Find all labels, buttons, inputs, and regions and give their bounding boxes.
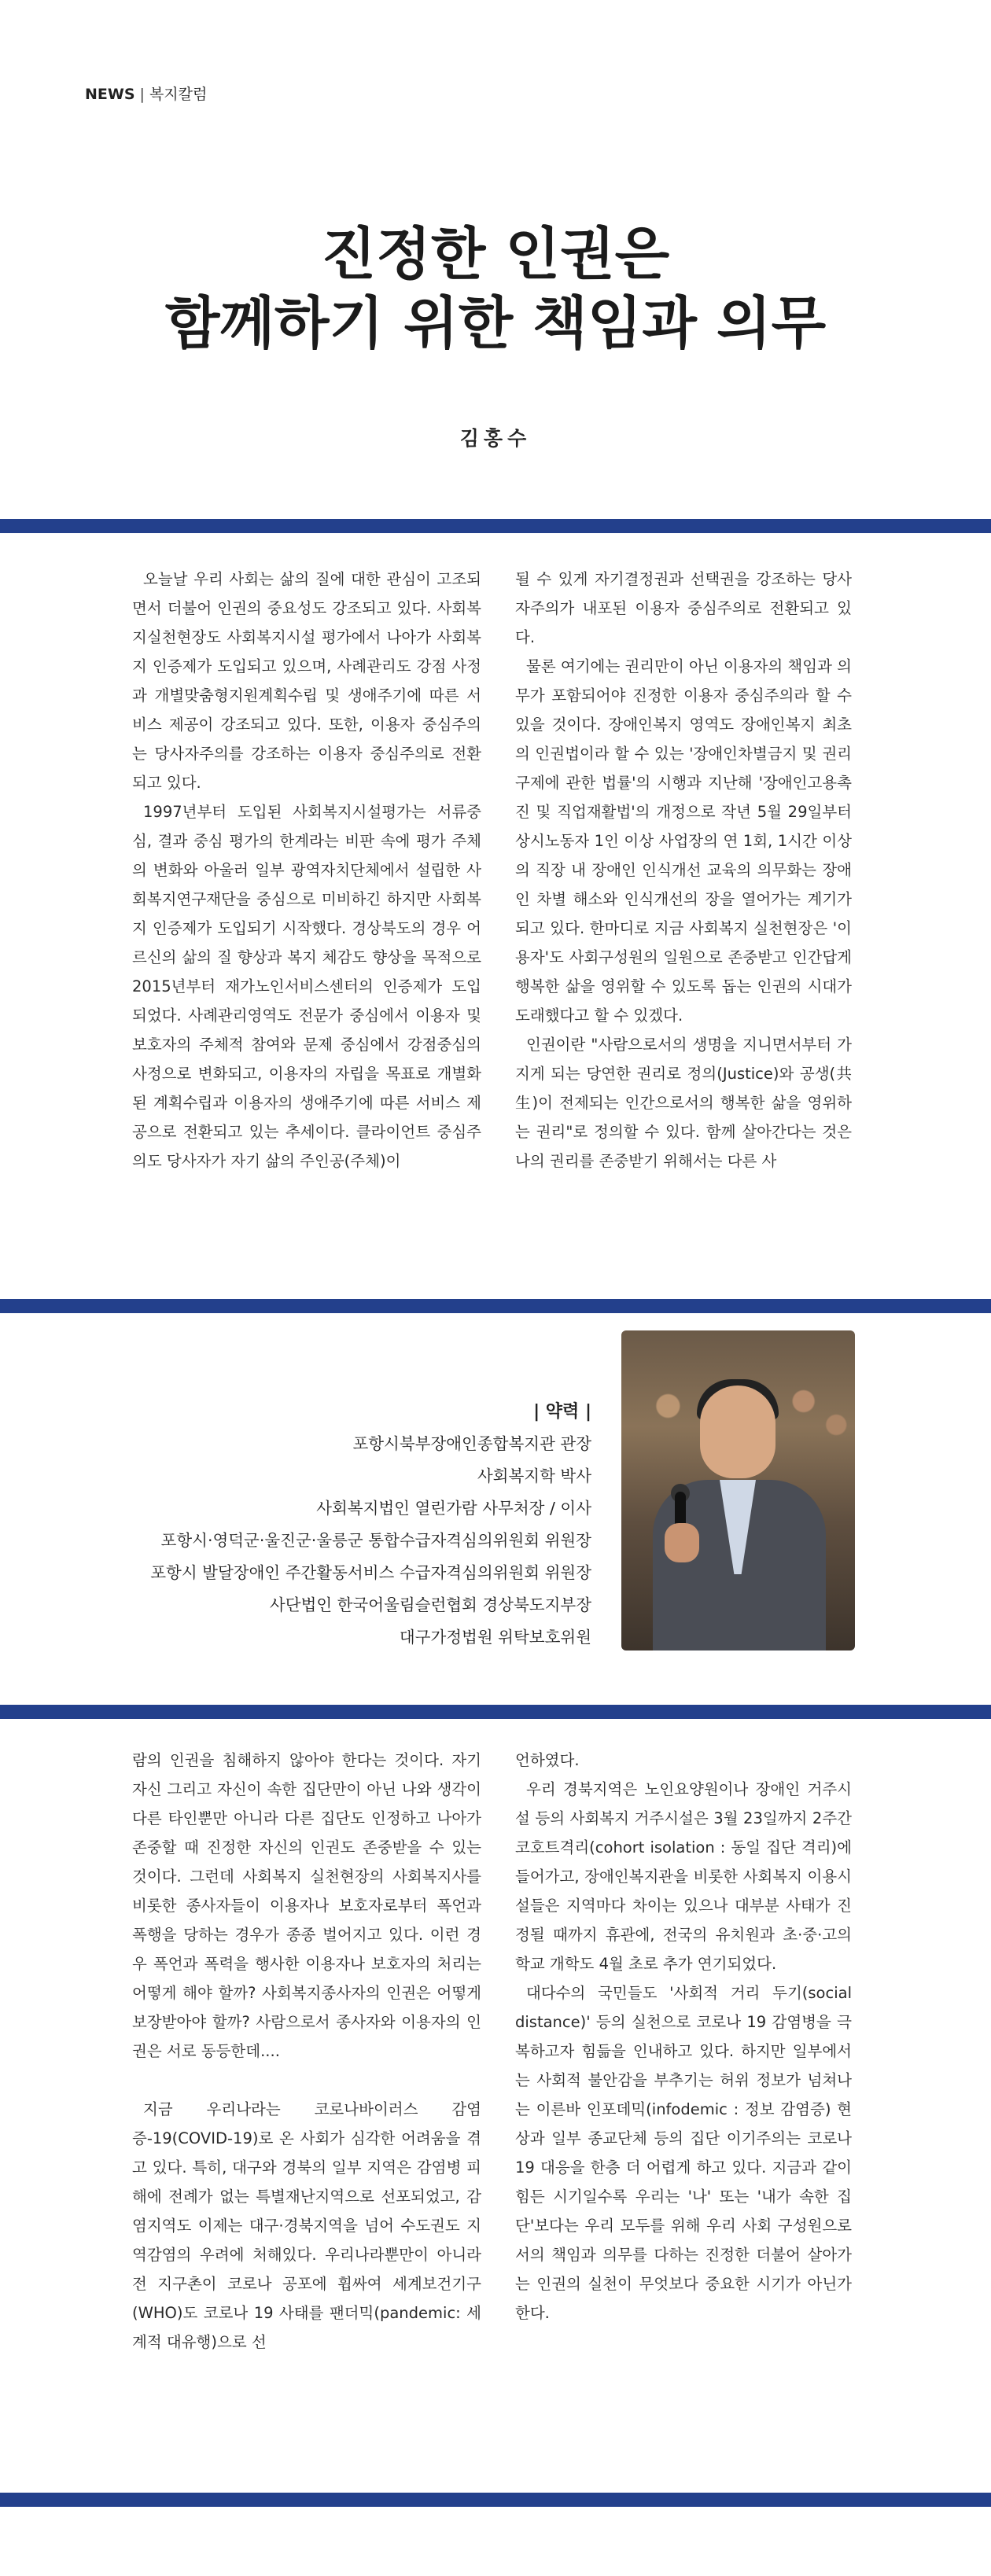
paragraph: 오늘날 우리 사회는 삶의 질에 대한 관심이 고조되면서 더불어 인권의 중요성도 강조되고 있다. 사회복지실천현장도 사회복지시설 평가에서 나아가 사회복지 인증제가 도입되고 있으며, 사례관리도 강점 사정과 개별맞춤형지원계획수립 및 생애주기에 따른 서비스 제공이 강조되고 있다. 또한, 이용자 중심주의는 당사자주의를 강조하는 이용자 중심주의로 전환되고 있다. (132, 570, 481, 792)
section-header (85, 83, 207, 104)
paragraph: 물론 여기에는 권리만이 아닌 이용자의 책임과 의무가 포함되어야 진정한 이용자 중심주의라 할 수 있을 것이다. 장애인복지 영역도 장애인복지 최초의 인권법이라 할 수 있는 '장애인차별금지 및 권리구제에 관한 법률'의 시행과 지난해 '장애인고용촉진 및 직업재활법'의 개정으로 작년 5월 29일부터 상시노동자 1인 이상 사업장의 연 1회, 1시간 이상의 직장 내 장애인 인식개선 교육의 의무화는 장애인 차별 해소와 인식개선의 장을 열어가는 계기가 되고 있다. 한마디로 지금 사회복지 실천현장은 '이용자'도 사회구성원의 일원으로 존중받고 인간답게 행복한 삶을 영위할 수 있도록 돕는 인권의 시대가 도래했다고 할 수 있겠다. (515, 657, 852, 1025)
paragraph: 인권이란 "사람으로서의 생명을 지니면서부터 가지게 되는 당연한 권리로 정의(Justice)와 공생(共生)이 전제되는 인간으로서의 행복한 삶을 영위하는 권리"로 정의할 수 있다. 함께 살아간다는 것은 나의 권리를 존중받기 위해서는 다른 사 (515, 1036, 852, 1170)
section-label: NEWS (85, 86, 135, 103)
article-title-line1: 진정한 인권은 (321, 220, 670, 287)
article-column-3 (132, 1746, 481, 2357)
profile-item: 사회복지학 박사 (477, 1466, 591, 1485)
divider-bar (0, 1705, 991, 1719)
paragraph: 될 수 있게 자기결정권과 선택권을 강조하는 당사자주의가 내포된 이용자 중심주의로 전환되고 있다. (515, 570, 852, 646)
author-name: 김홍수 (459, 427, 532, 450)
article-column-2 (515, 565, 852, 1176)
header-separator: | (139, 86, 145, 103)
profile-heading: | 약력 | (533, 1402, 591, 1422)
paragraph: 람의 인권을 침해하지 않아야 한다는 것이다. 자기 자신 그리고 자신이 속한 집단만이 아닌 나와 생각이 다른 타인뿐만 아니라 다른 집단도 인정하고 나아가 존중할 때 진정한 자신의 인권도 존중받을 수 있는 것이다. 그런데 사회복지 실천현장의 사회복지사를 비롯한 종사자들이 이용자나 보호자로부터 폭언과 폭행을 당하는 경우가 종종 벌어지고 있다. 이런 경우 폭언과 폭력을 행사한 이용자나 보호자의 처리는 어떻게 해야 할까? 사회복지종사자의 인권은 어떻게 보장받아야 할까? 사람으로서 종사자와 이용자의 인권은 서로 동등한데.... (132, 1751, 481, 2060)
paragraph: 언하였다. (515, 1751, 580, 1769)
divider-bar (0, 2493, 991, 2507)
paragraph: 우리 경북지역은 노인요양원이나 장애인 거주시설 등의 사회복지 거주시설은 3월 23일까지 2주간 코호트격리(cohort isolation : 동일 집단 격리)에 들어가고, 장애인복지관을 비롯한 사회복지 이용시설들은 지역마다 차이는 있으나 대부분 사태가 진정될 때까지 휴관에, 전국의 유치원과 초·중·고의 학교 개학도 4월 초로 추가 연기되었다. (515, 1780, 852, 1973)
article-column-1 (132, 565, 481, 1176)
divider-bar (0, 519, 991, 533)
author-profile (150, 1396, 591, 1654)
paragraph: 지금 우리나라는 코로나바이러스 감염증-19(COVID-19)로 온 사회가 심각한 어려움을 겪고 있다. 특히, 대구와 경북의 일부 지역은 감염병 피해에 전례가 없는 특별재난지역으로 선포되었고, 감염지역도 이제는 대구·경북지역을 넘어 수도권도 지역감염의 우려에 처해있다. 우리나라뿐만이 아니라 전 지구촌이 코로나 공포에 휩싸여 세계보건기구(WHO)도 코로나 19 사태를 팬더믹(pandemic: 세계적 대유행)으로 선 (132, 2100, 481, 2351)
profile-item: 포항시북부장애인종합복지관 관장 (352, 1434, 591, 1453)
profile-item: 사회복지법인 열린가람 사무처장 / 이사 (316, 1499, 591, 1518)
paragraph: 1997년부터 도입된 사회복지시설평가는 서류중심, 결과 중심 평가의 한계라는 비판 속에 평가 주체의 변화와 아울러 일부 광역자치단체에서 설립한 사회복지연구재단을 중심으로 미비하긴 하지만 사회복지 인증제가 도입되기 시작했다. 경상북도의 경우 어르신의 삶의 질 향상과 복지 체감도 향상을 목적으로 2015년부터 재가노인서비스센터의 인증제가 도입되었다. 사례관리영역도 전문가 중심에서 이용자 및 보호자의 주체적 참여와 문제 중심에서 강점중심의 사정으로 변화되고, 이용자의 자립을 목표로 개별화된 계획수립과 이용자의 생애주기에 따른 서비스 제공으로 전환되고 있는 추세이다. 클라이언트 중심주의도 당사자가 자기 삶의 주인공(주체)이 (132, 803, 481, 1170)
paragraph: 대다수의 국민들도 '사회적 거리 두기(social distance)' 등의 실천으로 코로나 19 감염병을 극복하고자 힘듦을 인내하고 있다. 하지만 일부에서는 사회적 불안감을 부추기는 허위 정보가 넘쳐나는 이른바 인포데믹(infodemic : 정보 감염증) 현상과 일부 종교단체 등의 집단 이기주의는 코로나 19 대응을 한층 더 어렵게 하고 있다. 지금과 같이 힘든 시기일수록 우리는 '나' 또는 '내가 속한 집단'보다는 우리 모두를 위해 우리 사회 구성원으로서의 책임과 의무를 다하는 진정한 더불어 살아가는 인권의 실천이 무엇보다 중요한 시기가 아닌가 한다. (515, 1984, 852, 2322)
category-label: 복지칼럼 (149, 86, 208, 103)
profile-item: 사단법인 한국어울림슬런협회 경상북도지부장 (269, 1595, 591, 1614)
article-title-line2: 함께하기 위한 책임과 의무 (164, 289, 827, 356)
author-photo (621, 1330, 855, 1650)
divider-bar (0, 1299, 991, 1313)
profile-item: 포항시·영덕군·울진군·울릉군 통합수급자격심의위원회 위원장 (160, 1531, 591, 1550)
profile-item: 포항시 발달장애인 주간활동서비스 수급자격심의위원회 위원장 (150, 1563, 591, 1582)
profile-item: 대구가정법원 위탁보호위원 (399, 1628, 591, 1647)
article-column-4 (515, 1746, 852, 2328)
